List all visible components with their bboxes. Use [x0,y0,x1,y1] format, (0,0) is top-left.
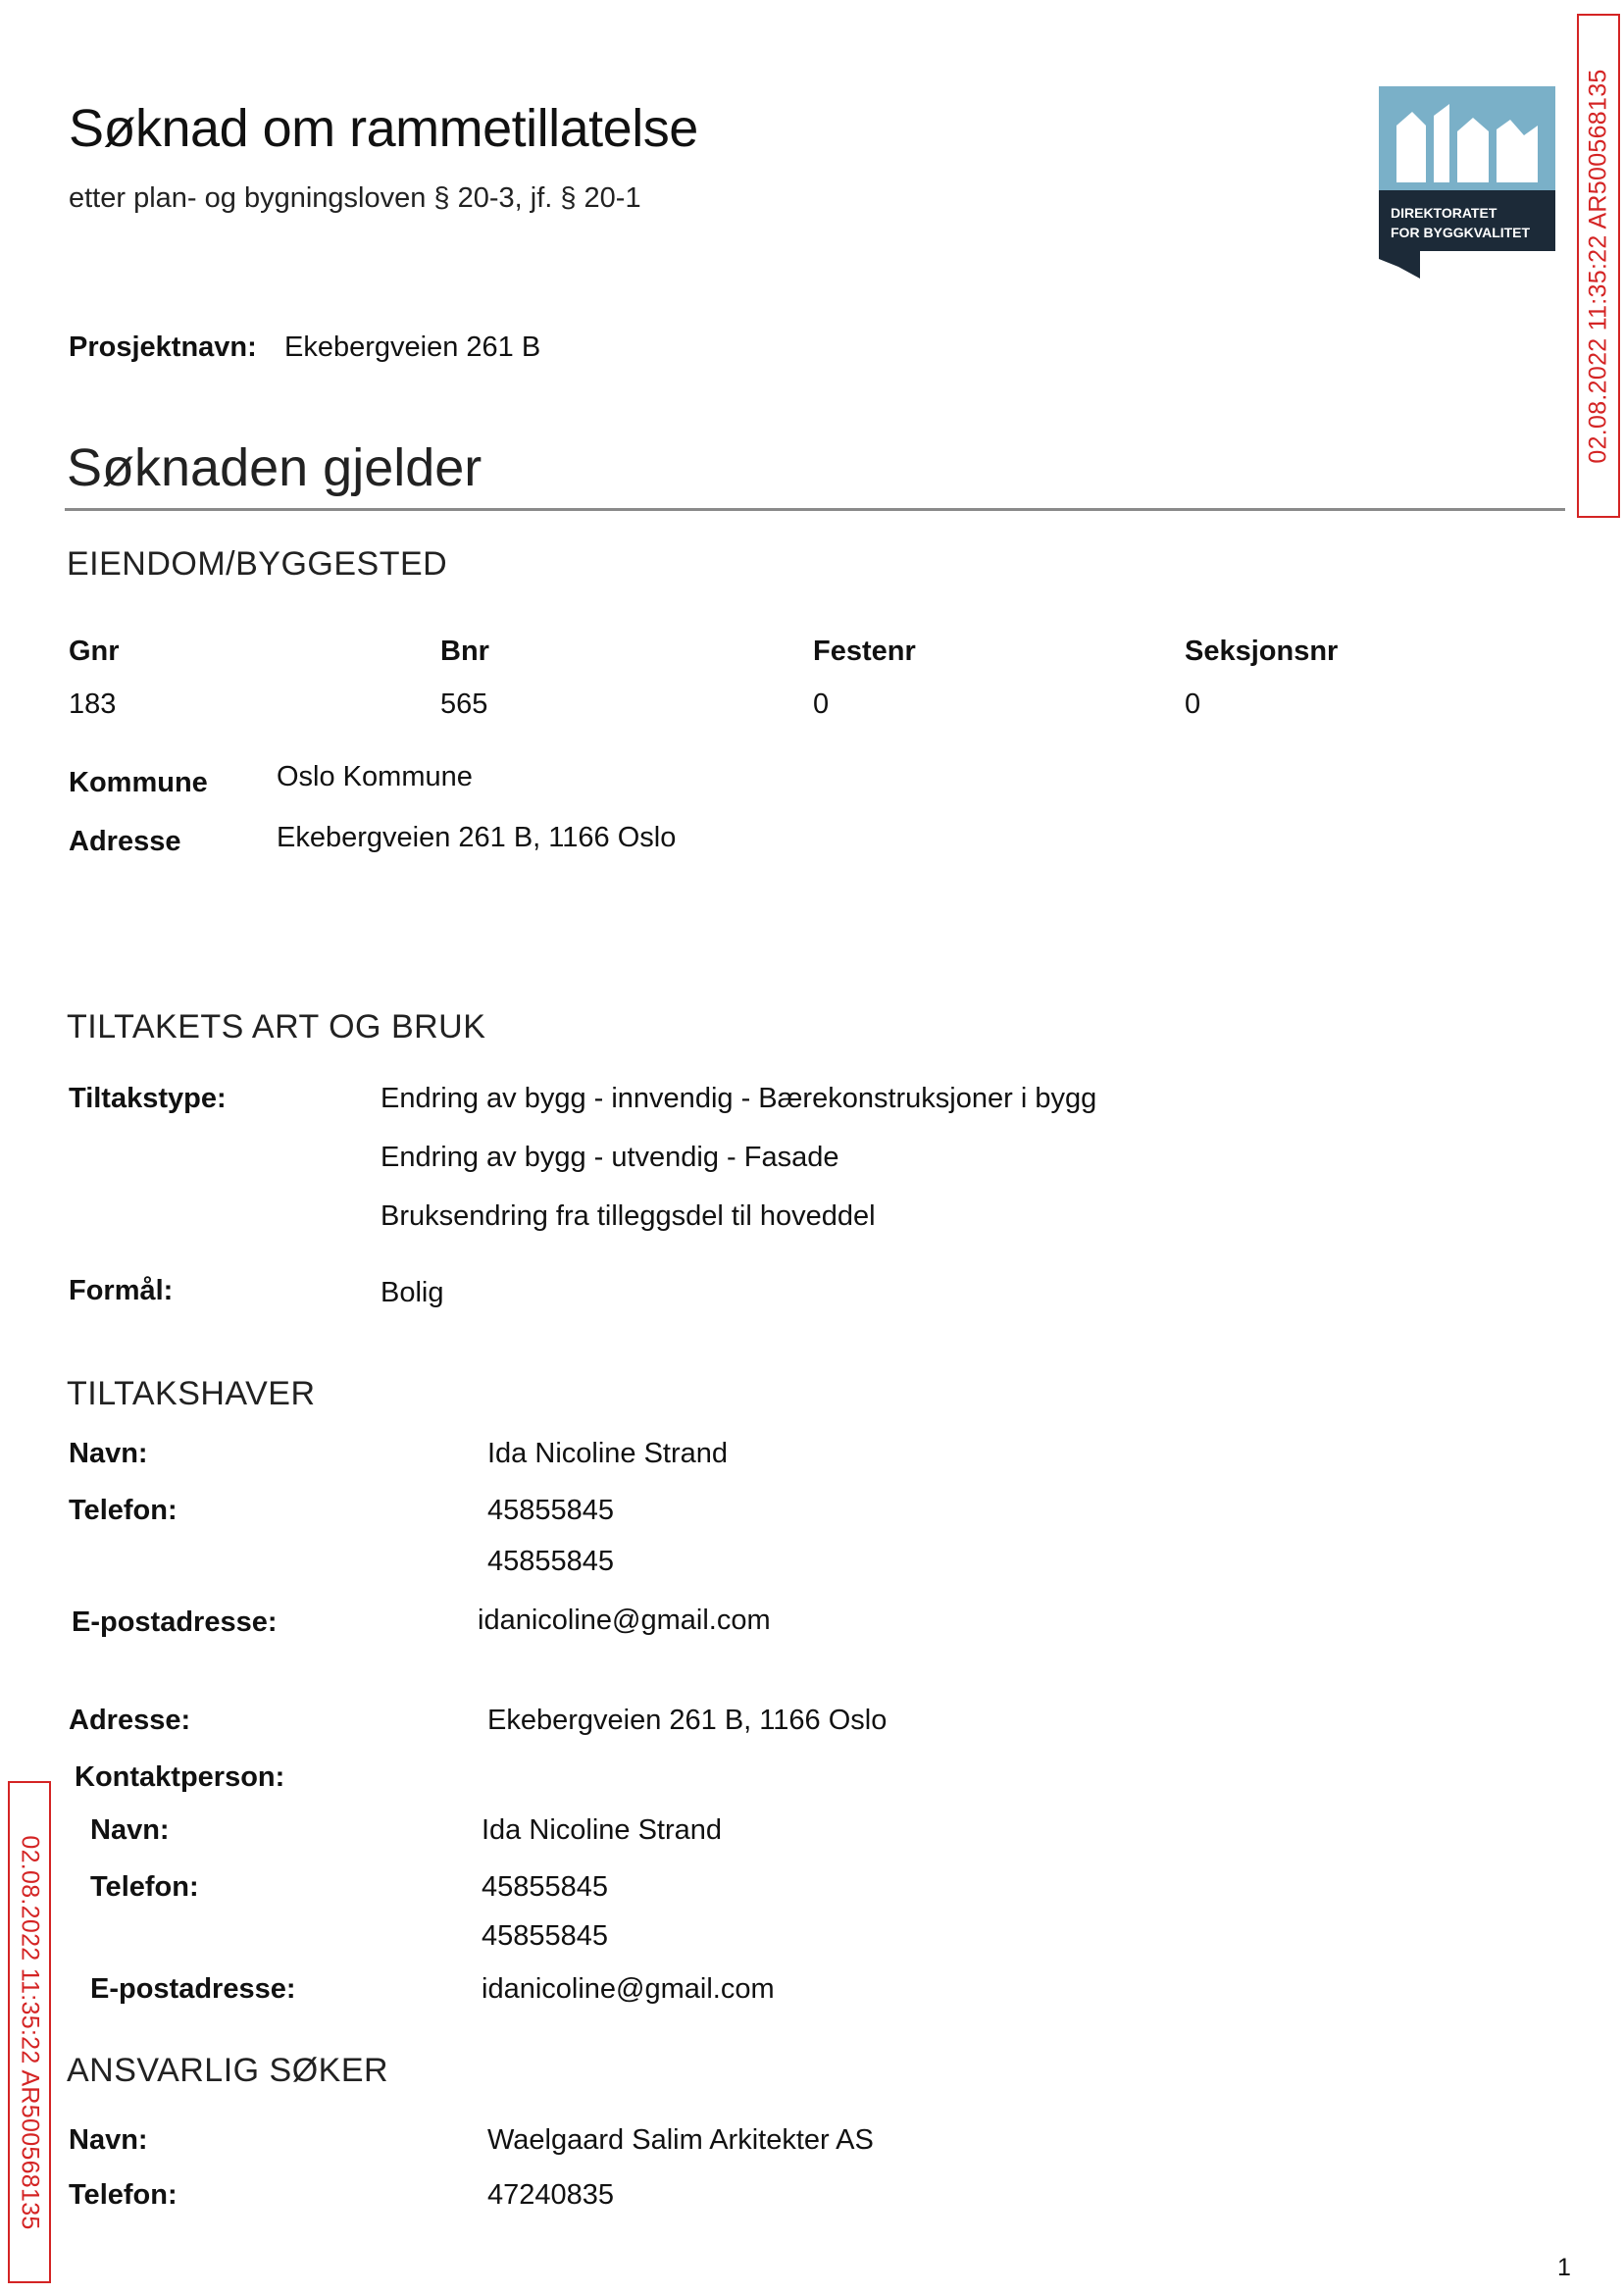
tiltakshaver-epost-label: E-postadresse: [72,1606,278,1638]
tiltakstype-item: Endring av bygg - utvendig - Fasade [381,1142,839,1173]
kontakt-epost-value: idanicoline@gmail.com [482,1973,775,2005]
kontakt-telefon-value: 45855845 [482,1871,609,1903]
gnr-label: Gnr [69,636,120,667]
tiltakshaver-heading: TILTAKSHAVER [67,1375,316,1412]
seksjonsnr-label: Seksjonsnr [1185,636,1339,667]
ansvarlig-navn-label: Navn: [69,2124,148,2156]
adresse-value: Ekebergveien 261 B, 1166 Oslo [277,822,677,853]
dibk-logo-icon [1379,86,1555,279]
tiltakstype-item: Endring av bygg - innvendig - Bærekonstruksjoner i bygg [381,1083,1097,1114]
tiltak-heading: TILTAKETS ART OG BRUK [67,1008,486,1045]
ansvarlig-navn-value: Waelgaard Salim Arkitekter AS [487,2124,874,2156]
logo-text-line2: FOR BYGGKVALITET [1391,225,1531,240]
kontakt-navn-label: Navn: [90,1814,170,1846]
ansvarlig-heading: ANSVARLIG SØKER [67,2052,389,2089]
bnr-value: 565 [440,688,488,720]
project-name-label: Prosjektnavn: [69,331,257,363]
seksjonsnr-value: 0 [1185,688,1201,720]
project-name-value: Ekebergveien 261 B [284,331,541,363]
kontakt-telefon-label: Telefon: [90,1871,199,1903]
formal-label: Formål: [69,1275,174,1306]
tiltakshaver-navn-value: Ida Nicoline Strand [487,1438,729,1469]
kontakt-telefon-value-2: 45855845 [482,1920,609,1952]
timestamp-stamp-right: 02.08.2022 11:35:22 AR500568135 [1577,14,1620,518]
tiltakshaver-adresse-value: Ekebergveien 261 B, 1166 Oslo [487,1705,888,1736]
tiltakstype-label: Tiltakstype: [69,1083,227,1114]
page-number: 1 [1557,2254,1571,2281]
kontakt-navn-value: Ida Nicoline Strand [482,1814,723,1846]
logo-text-line1: DIREKTORATET [1391,205,1497,221]
tiltakshaver-telefon-value-2: 45855845 [487,1546,615,1577]
kommune-value: Oslo Kommune [277,761,473,792]
tiltakshaver-telefon-label: Telefon: [69,1495,178,1526]
tiltakstype-item: Bruksendring fra tilleggsdel til hoveddel [381,1200,876,1232]
gnr-value: 183 [69,688,117,720]
tiltakshaver-adresse-label: Adresse: [69,1705,191,1736]
kontaktperson-label: Kontaktperson: [75,1761,285,1793]
document-title: Søknad om rammetillatelse [69,99,698,158]
section-title: Søknaden gjelder [67,438,482,497]
dibk-logo [1379,86,1555,283]
ansvarlig-telefon-label: Telefon: [69,2179,178,2211]
kommune-label: Kommune [69,767,208,798]
timestamp-stamp-left: 02.08.2022 11:35:22 AR500568135 [8,1781,51,2283]
adresse-label: Adresse [69,826,181,857]
festenr-value: 0 [813,688,830,720]
tiltakshaver-epost-value: idanicoline@gmail.com [478,1605,771,1636]
ansvarlig-telefon-value: 47240835 [487,2179,615,2211]
eiendom-heading: EIENDOM/BYGGESTED [67,545,448,583]
section-divider [65,508,1565,511]
tiltakshaver-navn-label: Navn: [69,1438,148,1469]
tiltakshaver-telefon-value: 45855845 [487,1495,615,1526]
festenr-label: Festenr [813,636,916,667]
formal-value: Bolig [381,1277,444,1308]
bnr-label: Bnr [440,636,489,667]
kontakt-epost-label: E-postadresse: [90,1973,296,2005]
document-subtitle: etter plan- og bygningsloven § 20-3, jf. § 20-1 [69,182,641,214]
